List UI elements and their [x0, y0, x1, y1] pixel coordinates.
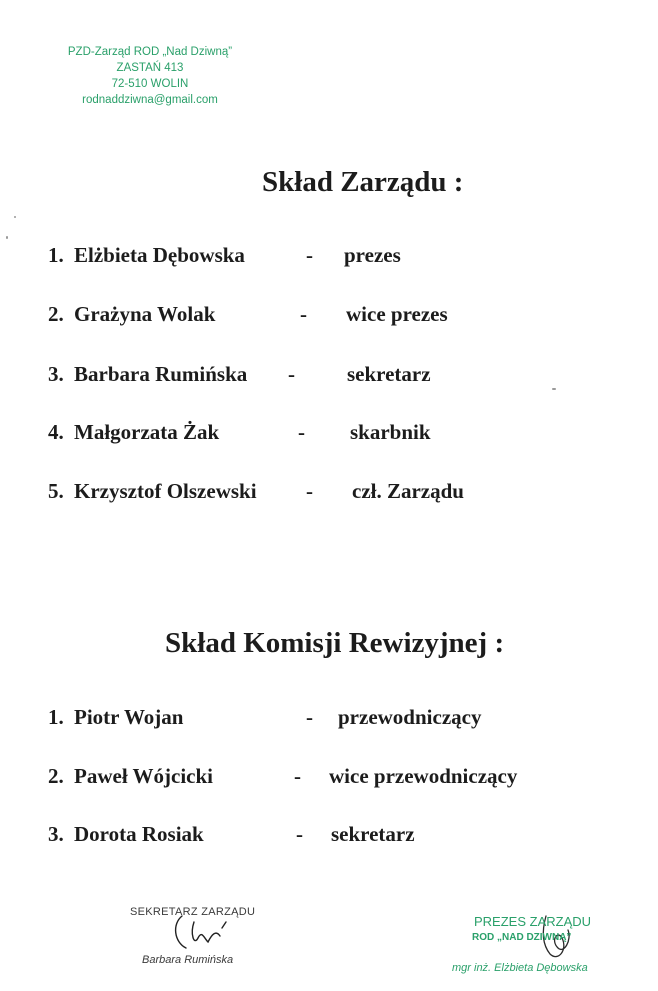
member-name: Małgorzata Żak	[74, 420, 220, 444]
president-stamp-org: ROD „NAD DZIWNĄ”	[472, 932, 572, 943]
organization-stamp	[50, 44, 250, 108]
member-role: czł. Zarządu	[352, 479, 464, 503]
member-number: 2.	[48, 302, 64, 326]
stamp-line-city: 72-510 WOLIN	[111, 78, 189, 90]
member-dash: -	[288, 362, 295, 386]
member-number: 1.	[48, 243, 64, 267]
member-role: sekretarz	[347, 362, 431, 386]
member-number: 2.	[48, 764, 64, 788]
member-number: 3.	[48, 822, 64, 846]
member-dash: -	[306, 705, 313, 729]
member-dash: -	[294, 764, 301, 788]
president-stamp-title: PREZES ZARZĄDU	[474, 914, 592, 929]
member-name: Paweł Wójcicki	[74, 764, 214, 788]
member-role: skarbnik	[350, 420, 431, 444]
member-name: Dorota Rosiak	[74, 822, 204, 846]
member-name: Piotr Wojan	[74, 705, 184, 729]
secretary-signature-icon	[164, 908, 254, 958]
member-role: wice przewodniczący	[329, 764, 518, 788]
member-role: prezes	[344, 243, 401, 267]
member-role: wice prezes	[346, 302, 448, 326]
stamp-line-email: rodnaddziwna@gmail.com	[82, 94, 218, 106]
stamp-line-street: ZASTAŃ 413	[116, 62, 184, 74]
member-dash: -	[300, 302, 307, 326]
member-name: Barbara Rumińska	[74, 362, 248, 386]
member-dash: -	[306, 243, 313, 267]
member-dash: -	[306, 479, 313, 503]
member-name: Elżbieta Dębowska	[74, 243, 245, 267]
scan-speck	[552, 388, 556, 390]
stamp-line-organization: PZD-Zarząd ROD „Nad Dziwną”	[67, 46, 233, 58]
secretary-name: Barbara Rumińska	[142, 954, 234, 966]
member-number: 5.	[48, 479, 64, 503]
scan-speck	[14, 216, 16, 218]
audit-section-title: Skład Komisji Rewizyjnej :	[165, 627, 505, 659]
member-dash: -	[296, 822, 303, 846]
scan-speck	[6, 236, 8, 239]
board-section-title: Skład Zarządu :	[262, 166, 464, 198]
secretary-stamp-title: SEKRETARZ ZARZĄDU	[130, 906, 256, 918]
member-number: 3.	[48, 362, 64, 386]
president-name: mgr inż. Elżbieta Dębowska	[452, 962, 588, 974]
member-number: 4.	[48, 420, 64, 444]
member-role: przewodniczący	[338, 705, 482, 729]
member-name: Krzysztof Olszewski	[74, 479, 257, 503]
member-dash: -	[298, 420, 305, 444]
member-name: Grażyna Wolak	[74, 302, 216, 326]
member-number: 1.	[48, 705, 64, 729]
member-role: sekretarz	[331, 822, 415, 846]
